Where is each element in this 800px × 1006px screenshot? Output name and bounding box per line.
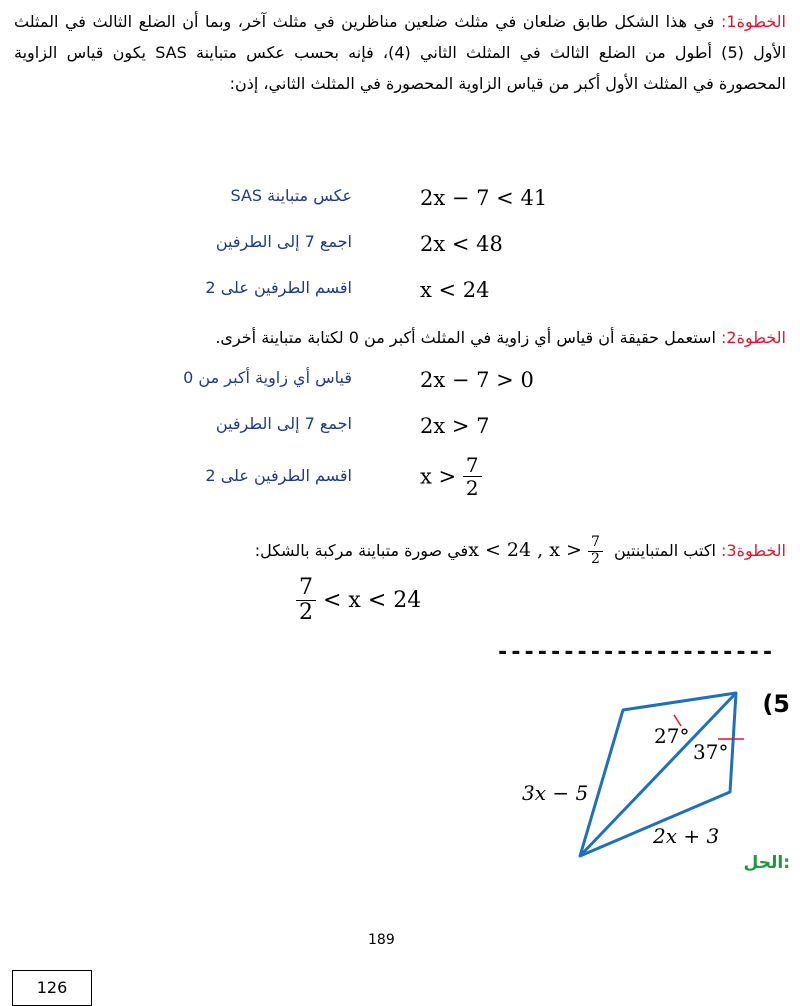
solution-label: الحل:: [743, 853, 790, 873]
step2-row-1-expr: 2x − 7 > 0: [420, 368, 534, 392]
step1-row-1-expr: 2x − 7 < 41: [420, 186, 548, 210]
angle-27-label: 27°: [654, 724, 690, 748]
page-number: 189: [368, 932, 395, 948]
step3-text-before: اكتب المتباينتين: [614, 541, 716, 560]
step3-frac-den: 2: [590, 550, 600, 567]
step1-text: في هذا الشكل طابق ضلعان في مثلث ضلعين مناظرين في مثلث آخر، وبما أن الضلع الثالث في المثلث الأول (5) أطول من الضلع الثالث في المثلث الثاني (4)، فإنه بحسب عكس متباينة SAS يكون قياس الزاوية المحصورة في المثلث الأول أكبر من قياس الزاوية المحصورة في المثلث الثاني، إذن:: [14, 12, 787, 93]
compound-frac-num: 7: [296, 576, 316, 601]
angle-37-label: 37°: [693, 740, 729, 764]
step2-row-2-note: اجمع 7 إلى الطرفين: [215, 414, 352, 433]
step3-text-after: في صورة متباينة مركبة بالشكل:: [254, 541, 469, 560]
separator-line: ---------------------: [496, 640, 775, 665]
step3-ineq: x < 24 , x >: [468, 539, 582, 561]
step1-row-3-note: اقسم الطرفين على 2: [205, 278, 352, 297]
box-number: 126: [12, 970, 92, 1006]
step2-row-2-expr: 2x > 7: [420, 414, 490, 438]
step2-text: استعمل حقيقة أن قياس أي زاوية في المثلث أكبر من 0 لكتابة متباينة أخرى.: [215, 328, 716, 347]
step2-row-3-note: اقسم الطرفين على 2: [205, 466, 352, 485]
step1-row-2-expr: 2x < 48: [420, 232, 503, 256]
step1-label: الخطوة1:: [720, 12, 786, 31]
side-2x-3-label: 2x + 3: [653, 824, 720, 848]
question-number: (5: [762, 690, 790, 718]
side-3x-5-label: 3x − 5: [522, 781, 589, 805]
step1-row-1-note: عكس متباينة SAS: [230, 186, 352, 205]
step2-row-3-frac-den: 2: [465, 476, 479, 500]
compound-frac-den: 2: [299, 600, 313, 626]
step2-row-1-note: قياس أي زاوية أكبر من 0: [183, 368, 352, 387]
step2-row-3-lhs: x >: [420, 464, 457, 489]
step1-row-2-note: اجمع 7 إلى الطرفين: [215, 232, 352, 251]
step3-frac-num: 7: [588, 535, 603, 551]
step2-row-3-frac-num: 7: [463, 454, 482, 477]
step2-label: الخطوة2:: [721, 328, 786, 347]
compound-rest: < x < 24: [323, 588, 422, 614]
step1-row-3-expr: x < 24: [420, 278, 490, 302]
step3-label: الخطوة3:: [721, 541, 786, 560]
